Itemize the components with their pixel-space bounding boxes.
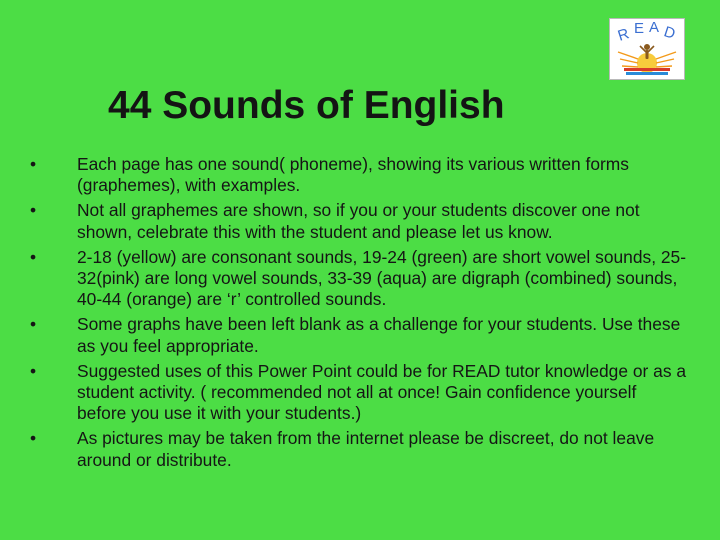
bullet-item: • Each page has one sound( phoneme), showing its various written forms (graphemes), with examples. [30, 154, 690, 196]
bullet-item: • 2-18 (yellow) are consonant sounds, 19-24 (green) are short vowel sounds, 25-32(pink) are long vowel sounds, 33-39 (aqua) are digraph (combined) sounds, 40-44 (orange) are ‘r’ controlled sounds. [30, 247, 690, 311]
logo-letter-e: E [634, 20, 645, 37]
bullet-item: • Some graphs have been left blank as a challenge for your students. Use these as you feel appropriate. [30, 314, 690, 356]
logo-letter-r: R [615, 25, 632, 45]
logo-book-2 [626, 72, 668, 75]
read-logo [609, 18, 685, 80]
logo-book-1 [624, 68, 670, 71]
bullet-list [30, 154, 690, 475]
logo-letter-d: D [661, 23, 678, 43]
slide-title: 44 Sounds of English [108, 84, 505, 127]
bullet-item: • Suggested uses of this Power Point could be for READ tutor knowledge or as a student activity. ( recommended not all at once! Gain confidence yourself before you use it with your students.) [30, 361, 690, 425]
bullet-item: • Not all graphemes are shown, so if you or your students discover one not shown, celebrate this with the student and please let us know. [30, 200, 690, 242]
read-logo-icon [610, 19, 684, 79]
bullet-item: • As pictures may be taken from the internet please be discreet, do not leave around or distribute. [30, 428, 690, 470]
logo-letter-a: A [649, 19, 660, 36]
